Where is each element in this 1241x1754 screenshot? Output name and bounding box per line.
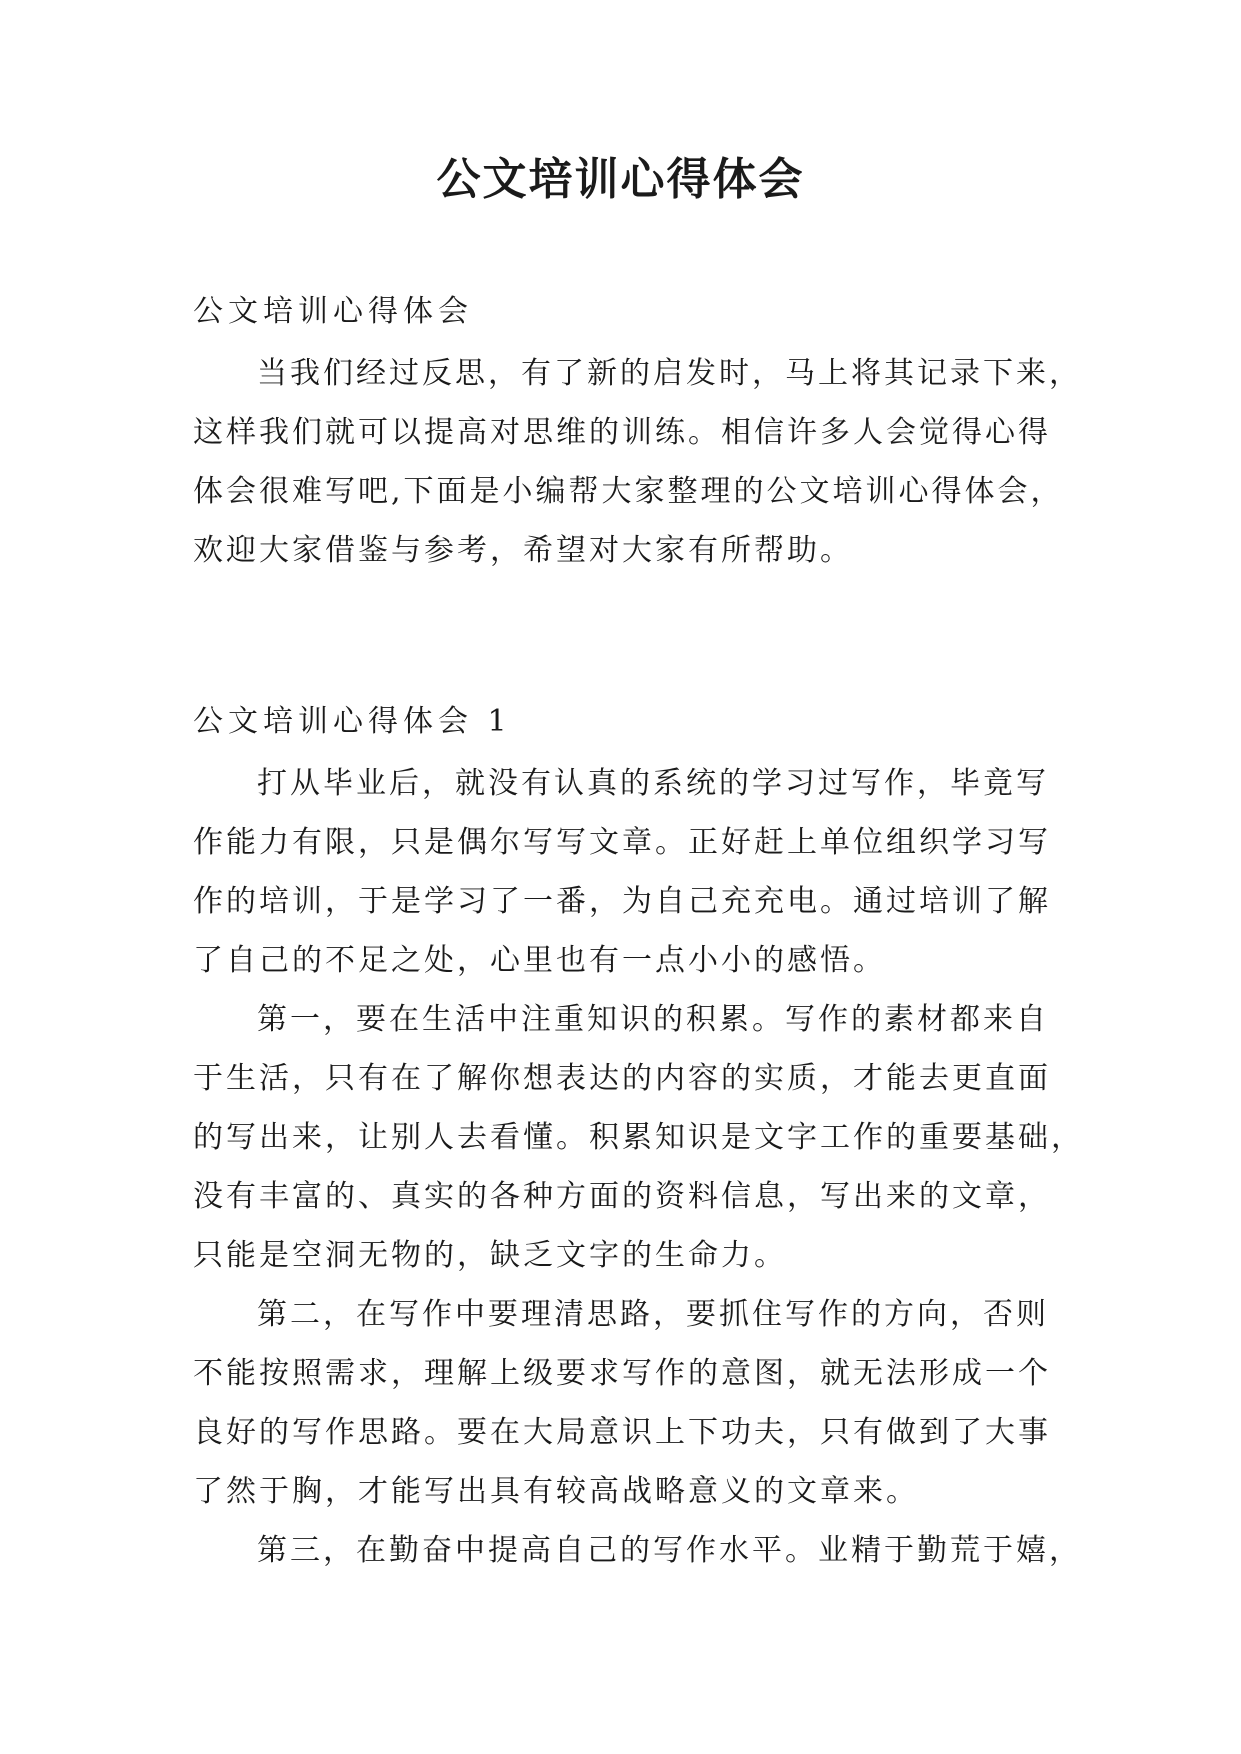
body-paragraph: [193, 1521, 1082, 1580]
body-paragraph: [193, 754, 1053, 990]
document-title: 公文培训心得体会: [436, 154, 805, 205]
paragraph-line: 这样我们就可以提高对思维的训练。相信许多人会觉得心得: [193, 415, 1051, 450]
paragraph-line: 体会很难写吧,下面是小编帮大家整理的公文培训心得体会，: [193, 474, 1064, 509]
paragraph-line: 了自己的不足之处，心里也有一点小小的感悟。: [193, 943, 886, 978]
paragraph-line: 了然于胸，才能写出具有较高战略意义的文章来。: [193, 1474, 919, 1509]
intro-paragraph: [193, 344, 1082, 580]
document-subtitle: 公文培训心得体会: [193, 294, 473, 329]
paragraph-line: 第二，在写作中要理清思路，要抓住写作的方向，否则: [257, 1297, 1049, 1332]
paragraph-line: 第一，要在生活中注重知识的积累。写作的素材都来自: [257, 1002, 1049, 1037]
paragraph-line: 于生活，只有在了解你想表达的内容的实质，才能去更直面: [193, 1061, 1051, 1096]
body-paragraph: [193, 1285, 1053, 1521]
body-paragraph: [193, 990, 1084, 1285]
paragraph-line: 欢迎大家借鉴与参考，希望对大家有所帮助。: [193, 533, 853, 568]
paragraph-line: 当我们经过反思，有了新的启发时，马上将其记录下来，: [257, 356, 1082, 391]
section-heading: 公文培训心得体会 1: [193, 704, 512, 739]
paragraph-line: 的写出来，让别人去看懂。积累知识是文字工作的重要基础，: [193, 1120, 1084, 1155]
paragraph-line: 作能力有限，只是偶尔写写文章。正好赶上单位组织学习写: [193, 825, 1051, 860]
paragraph-line: 只能是空洞无物的，缺乏文字的生命力。: [193, 1238, 787, 1273]
paragraph-line: 不能按照需求，理解上级要求写作的意图，就无法形成一个: [193, 1356, 1051, 1391]
paragraph-line: 第三，在勤奋中提高自己的写作水平。业精于勤荒于嬉，: [257, 1533, 1082, 1568]
paragraph-line: 良好的写作思路。要在大局意识上下功夫，只有做到了大事: [193, 1415, 1051, 1450]
paragraph-line: 作的培训，于是学习了一番，为自己充充电。通过培训了解: [193, 884, 1051, 919]
paragraph-line: 没有丰富的、真实的各种方面的资料信息，写出来的文章，: [193, 1179, 1051, 1214]
paragraph-line: 打从毕业后，就没有认真的系统的学习过写作，毕竟写: [257, 766, 1049, 801]
